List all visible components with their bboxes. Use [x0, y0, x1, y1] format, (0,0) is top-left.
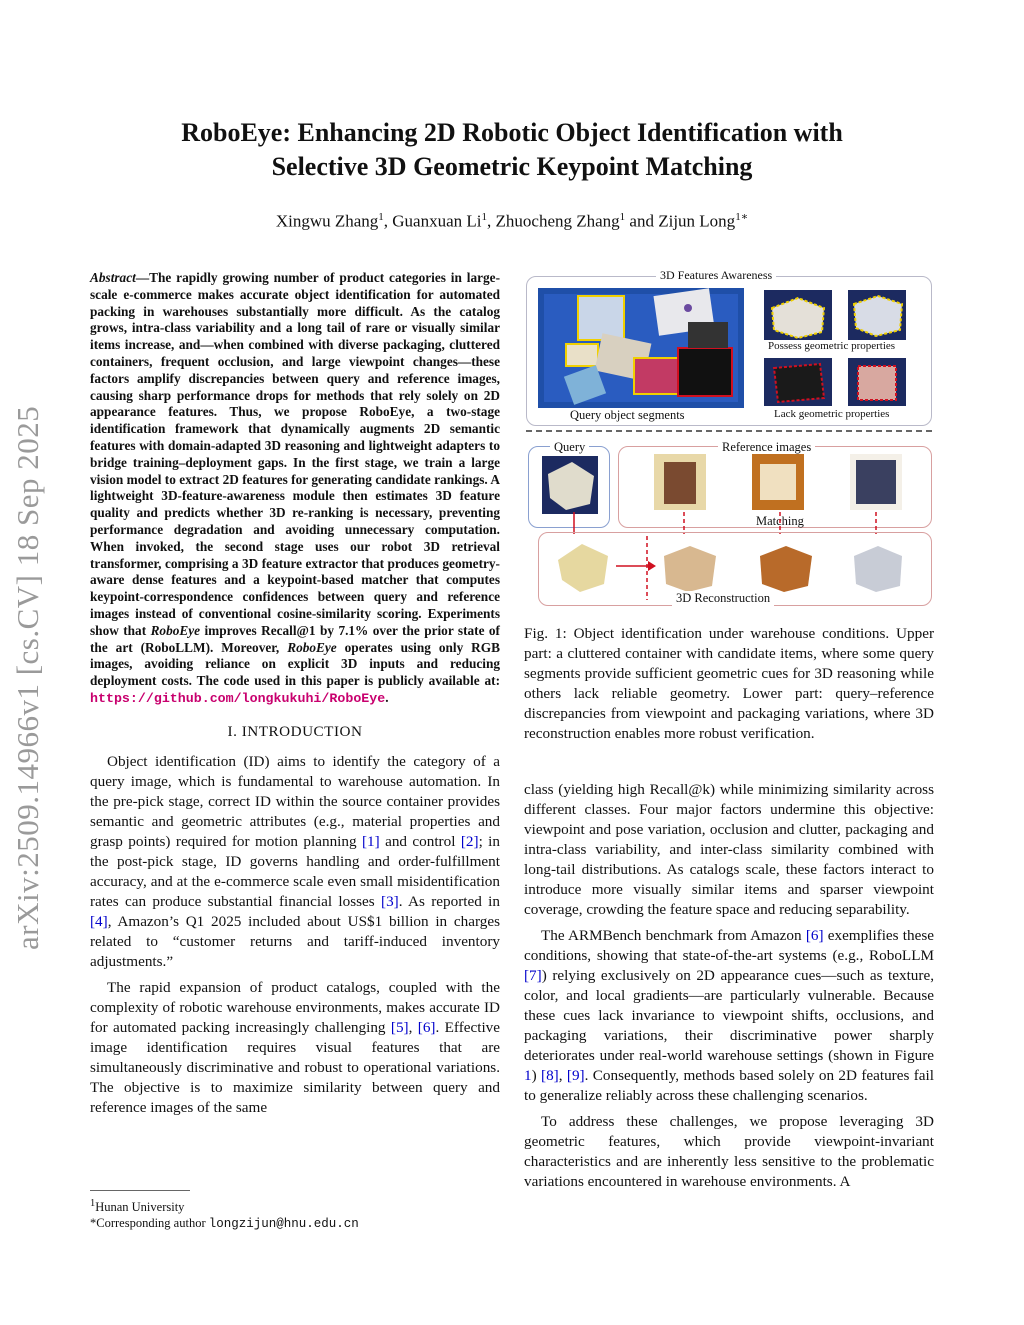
citation-link[interactable]: [7] [524, 967, 542, 984]
arxiv-identifier: arXiv:2509.14966v1 [cs.CV] 18 Sep 2025 [10, 405, 45, 950]
citation-link[interactable]: [8] [541, 1067, 559, 1084]
reconstruction-label: 3D Reconstruction [672, 591, 774, 606]
paragraph: To address these challenges, we propose leveraging 3D geometric features, which provide viewpoint-invariant characteristics and are inherently less sensitive to the problematic variations encountered in warehouse environments. A [524, 1113, 934, 1190]
corresponding-footnote: *Corresponding author longzijun@hnu.edu.cn [90, 1216, 359, 1232]
author-name: Zhuocheng Zhang [495, 211, 620, 231]
author-name: Guanxuan Li [392, 211, 482, 231]
reference-label: Reference images [718, 440, 815, 455]
right-column [524, 780, 934, 1198]
figure-divider [526, 430, 932, 432]
possess-photo-1 [764, 290, 832, 340]
citation-link[interactable]: [9] [566, 1067, 585, 1084]
code-link[interactable]: https://github.com/longkukuhi/RoboEye [90, 690, 386, 706]
abstract: Abstract—The rapidly growing number of product categories in large-scale e-commerce makes accurate object identification for automated packing in warehouses substantially more difficult. As the catalog grows, intra-class variability and a long tail of rare or visually similar items increase, and—when combined with diverse packaging, cluttered containers, frequent occlusion, and large viewpoint changes—these factors amplify discrepancies between query and reference images, causing sharp performance drops for methods that rely solely on 2D appearance features. Thus, we propose RoboEye, a two-stage identification framework that dynamically augments 2D semantic features with domain-adapted 3D reasoning and lightweight adapters to bridge training–deployment gaps. In the first stage, we train a large vision model to extract 2D features for generating candidate rankings. A lightweight 3D-feature-awareness module then estimates 3D feature quality and predicts whether 3D re-ranking is necessary, preventing performance degradation and avoiding unnecessary computation. When invoked, the second stage uses our robot 3D retrieval transformer, comprising a 3D feature extractor that produces geometry-aware dense features and a keypoint-based matcher that computes keypoint-correspondence confidences between query and reference images instead of conventional cosine-similarity scoring. Experiments show that RoboEye improves Recall@1 by 7.1% over the prior state of the art (RoboLLM). Moreover, RoboEye operates using only RGB images, avoiding reliance on explicit 3D inputs and reducing deployment costs. The code used in this paper is publicly available at: https://github.com/longkukuhi/RoboEye. [90, 270, 501, 706]
paragraph: The ARMBench benchmark from Amazon [6] exemplifies these conditions, showing that state-of-the-art systems (e.g., RoboLLM [7]) relying exclusively on 2D appearance cues—such as texture, color, and local gradients—are particularly vulnerable. Because these cues lack invariance to viewpoint shifts, occlusions, and packaging variations, their discriminative power sharply deteriorates under real-world warehouse settings (shown in Figure 1) [8], [9]. Consequently, methods based solely on 2D features fail to generalize reliably across these challenging scenarios. [524, 927, 934, 1104]
lack-label: Lack geometric properties [770, 408, 893, 420]
query-photo [542, 456, 598, 514]
reconstruction-1 [660, 538, 720, 594]
query-segments-label: Query object segments [566, 408, 689, 423]
author-list: Xingwu Zhang$^1$, Guanxuan Li$^1$, Zhuocheng Zhang$^1$ and Zijun Long$^{1∗}$ [275, 211, 749, 231]
lack-photo-1 [764, 358, 832, 406]
paragraph: Object identification (ID) aims to identify the category of a query image, which is fundamental to warehouse automation. In the pre-pick stage, correct ID within the source container provides semantic and geometric attributes (e.g., material properties and grasp points) required for motion planning [1] and control [2]; in the post-pick stage, ID governs handling and order-fulfillment accuracy, and at the e-commerce scale even small misidentification rates can produce substantial financial losses [3]. As reported in [4], Amazon’s Q1 2025 included about US$1 billion in charges related to “customer returns and tariff-induced inventory adjustments.” [90, 752, 500, 970]
paragraph: class (yielding high Recall@k) while minimizing similarity across different classes. Four major factors undermine this objective: viewpoint and pose variation, occlusion and clutter, packaging and intra-class variability, and inter-class similarity combined with long-tail distributions. As catalogs scale, these factors interact to introduce more visually similar items and sparser viewpoint coverage, crowding the feature space and reducing separability. [524, 781, 934, 918]
reference-photo-2 [752, 454, 804, 510]
matching-label: Matching [756, 514, 804, 528]
figure-link[interactable]: 1 [524, 1067, 532, 1084]
left-column [90, 270, 500, 1124]
paragraph: The rapid expansion of product catalogs, coupled with the complexity of robotic warehouse environments, makes accurate ID for automated packing increasingly challenging [5], [6]. Effective image identification requires visual features that are simultaneously discriminative and robust to operational variations. The objective is to maximize similarity between query and reference images of the same [90, 978, 501, 1116]
title-line-1: RoboEye: Enhancing 2D Robotic Object Identification with [181, 118, 843, 147]
reconstruction-query [554, 538, 614, 594]
citation-link[interactable]: [5] [390, 1018, 409, 1036]
citation-link[interactable]: [4] [90, 912, 108, 930]
divider-line [644, 536, 650, 600]
email-link[interactable]: longzijun@hnu.edu.cn [208, 1217, 359, 1232]
arrow-icon [616, 560, 656, 572]
abstract-label: Abstract [90, 270, 136, 285]
section-heading: I. INTRODUCTION [227, 722, 363, 740]
possess-photo-2 [848, 290, 906, 340]
citation-link[interactable]: [2] [460, 832, 479, 850]
author-name: Xingwu Zhang [275, 211, 379, 231]
figure-1 [524, 270, 934, 615]
author-name: Zijun Long [658, 211, 736, 231]
figure-caption: Fig. 1: Object identification under warehouse conditions. Upper part: a cluttered container with candidate items, where some query segments provide sufficient geometric cues for 3D reasoning while others lack reliable geometry. Lower part: query–reference discrepancies from viewpoint and packaging variations, where 3D reconstruction enables more robust verification. [524, 625, 934, 742]
footnotes [90, 1196, 500, 1232]
citation-link[interactable]: [3] [381, 892, 399, 910]
paper-title [90, 116, 934, 184]
citation-link[interactable]: [6] [805, 927, 824, 944]
citation-link[interactable]: [6] [417, 1018, 436, 1036]
query-label: Query [550, 440, 589, 455]
awareness-label: 3D Features Awareness [656, 268, 776, 283]
reference-photo-3 [850, 454, 902, 510]
possess-label: Possess geometric properties [764, 340, 899, 352]
reconstruction-2 [756, 538, 816, 594]
footnote-rule [90, 1190, 190, 1191]
affiliation-footnote: $^1$Hunan University [90, 1198, 185, 1215]
container-photo [538, 288, 744, 408]
title-line-2: Selective 3D Geometric Keypoint Matching [271, 152, 753, 181]
lack-photo-2 [848, 358, 906, 406]
reconstruction-3 [850, 538, 906, 594]
reference-photo-1 [654, 454, 706, 510]
citation-link[interactable]: [1] [361, 832, 380, 850]
